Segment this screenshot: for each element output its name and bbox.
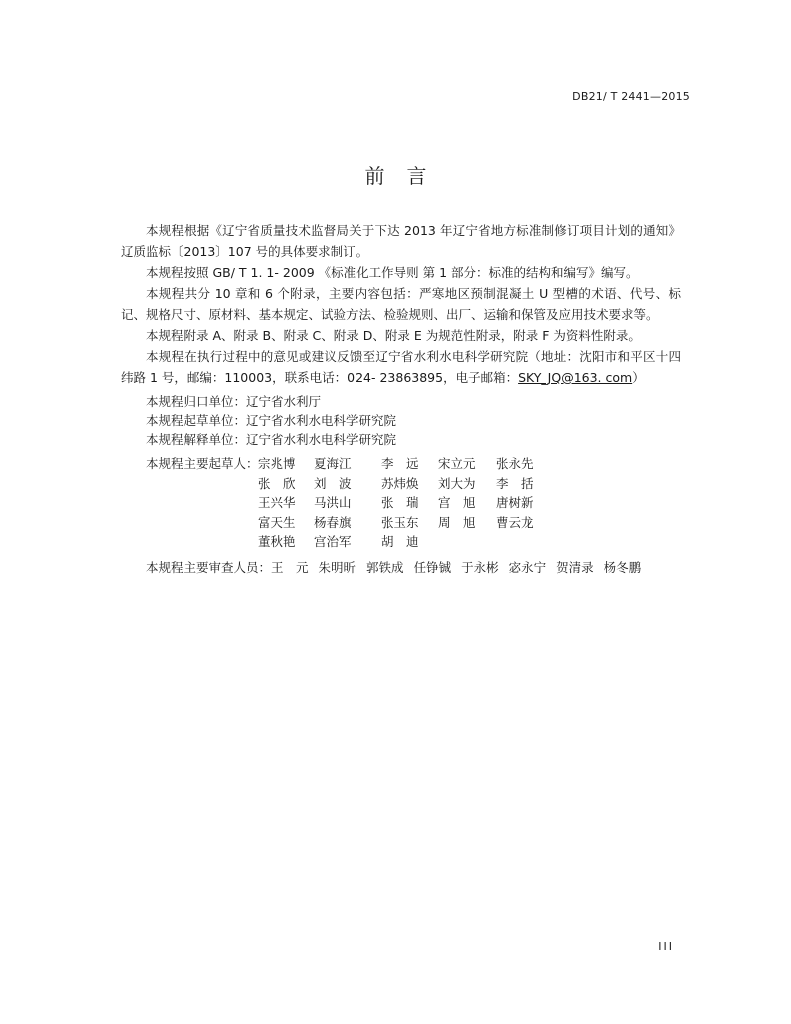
reviewers-label: 本规程主要审查人员： <box>146 560 272 575</box>
drafter-row <box>258 532 678 552</box>
reviewers-section <box>146 558 641 577</box>
paragraph-contents: 本规程共分 10 章和 6 个附录，主要内容包括：严寒地区预制混凝土 U 型槽的术语、代号、标记、规格尺寸、原材料、基本规定、试验方法、检验规则、出厂、运输和保管及应用技术要求等。 <box>121 286 681 322</box>
drafter-name: 张永先 <box>496 456 534 471</box>
drafter-name: 杨春旗 <box>314 514 352 530</box>
drafter-name: 马洪山 <box>314 495 352 510</box>
drafter-name: 宫治军 <box>314 534 352 549</box>
feedback-end: ） <box>632 370 645 385</box>
paragraph-basis: 本规程根据《辽宁省质量技术监督局关于下达 2013 年辽宁省地方标准制修订项目计划的通知》辽质监标〔2013〕107 号的具体要求制订。 <box>121 223 681 259</box>
interpreting-unit: 本规程解释单位：辽宁省水利水电科学研究院 <box>146 432 397 447</box>
drafter-name: 宗兆博 <box>258 456 296 471</box>
drafter-name: 宫 旭 <box>438 495 476 510</box>
page-title: 前言 <box>364 164 449 188</box>
reviewer-name: 宓永宁 <box>508 560 547 575</box>
drafter-name: 苏炜焕 <box>381 475 419 491</box>
drafter-name: 富天生 <box>258 514 296 530</box>
preface-body <box>121 220 681 388</box>
drafters-label: 本规程主要起草人： <box>146 456 259 471</box>
drafter-row <box>258 513 678 533</box>
feedback-text: 本规程在执行过程中的意见或建议反馈至辽宁省水利水电科学研究院（地址：沈阳市和平区十四纬路 1 号，邮编：110003，联系电话：024- 23863895，电子邮箱： <box>121 349 681 385</box>
drafter-name: 张 欣 <box>258 475 296 491</box>
paragraph-format: 本规程按照 GB/ T 1. 1- 2009 《标准化工作导则 第 1 部分：标准的结构和编写》编写。 <box>146 265 639 280</box>
reviewer-name: 任铮铖 <box>413 560 452 575</box>
paragraph-appendices: 本规程附录 A、附录 B、附录 C、附录 D、附录 E 为规范性附录，附录 F 为资料性附录。 <box>146 328 641 343</box>
drafter-row <box>258 493 678 513</box>
reviewer-name: 王 元 <box>271 560 309 575</box>
reviewer-name: 杨冬鹏 <box>603 560 642 575</box>
drafter-name: 董秋艳 <box>258 534 296 549</box>
drafter-row <box>258 474 678 494</box>
drafter-name: 李 远 <box>381 456 419 471</box>
drafter-name: 刘 波 <box>314 475 352 491</box>
drafter-name: 胡 迪 <box>381 534 419 549</box>
drafter-name: 张 瑞 <box>381 495 419 510</box>
lead-unit: 本规程归口单位：辽宁省水利厅 <box>146 394 322 409</box>
drafter-name: 王兴华 <box>258 495 296 510</box>
reviewer-name: 朱明昕 <box>318 560 357 575</box>
drafting-unit: 本规程起草单位：辽宁省水利水电科学研究院 <box>146 413 397 428</box>
reviewer-name: 贺清录 <box>556 560 594 575</box>
drafter-name: 李 括 <box>496 475 534 491</box>
drafter-name: 宋立元 <box>438 456 476 471</box>
drafter-name: 曹云龙 <box>496 514 534 530</box>
drafter-name: 刘大为 <box>438 475 476 491</box>
drafters-name-grid <box>258 454 678 552</box>
reviewer-name: 于永彬 <box>461 560 499 575</box>
drafter-row <box>258 454 678 474</box>
email-link[interactable]: SKY_JQ@163. com <box>518 370 633 385</box>
reviewer-name: 郭铁成 <box>366 560 404 575</box>
drafter-name: 唐树新 <box>496 495 534 510</box>
document-code: DB21/ T 2441—2015 <box>572 90 690 103</box>
drafter-name: 周 旭 <box>438 514 476 530</box>
page-number: III <box>658 940 674 953</box>
drafter-name: 张玉东 <box>381 514 419 530</box>
paragraph-feedback <box>121 346 681 388</box>
reviewer-names <box>271 560 641 575</box>
drafter-name: 夏海江 <box>314 456 352 471</box>
unit-info <box>146 392 396 449</box>
